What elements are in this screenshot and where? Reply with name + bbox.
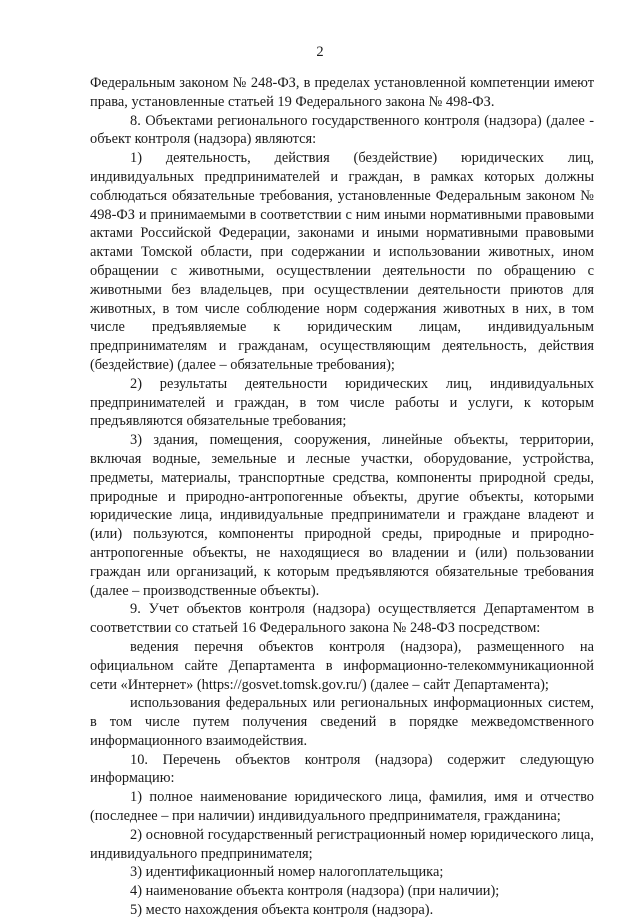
paragraph-item-8-1: 1) деятельность, действия (бездействие) юридических лиц, индивидуальных предпринимателей и граждан, в рамках которых должны соблюдаться обязательные требования, установленные Федеральным законом № 498-ФЗ и принимаемыми в соответствии с ним иными нормативными правовыми актами Российской Федерации, законами и иными нормативными правовыми актами Томской области, при содержании и использовании животных, ином обращении с животными, осуществлении деятельности по обращению с животными без владельцев, при осуществлении деятельности приютов для животных, в том числе соблюдение норм содержания животных в них, в том числе предъявляемые к юридическим лицам, индивидуальным предпринимателям и гражданам, осуществляющим деятельность, действия (бездействие) (далее – обязательные требования); <box>90 150 594 373</box>
paragraph-item-10-2: 2) основной государственный регистрационный номер юридического лица, индивидуального предпринимателя; <box>90 826 594 862</box>
page-number: 2 <box>316 44 324 60</box>
paragraph-item-9-list-maintenance: ведения перечня объектов контроля (надзора), размещенного на официальном сайте Департамента в информационно-телекоммуникационной сети «Интернет» (https://gosvet.tomsk.gov.ru/) (далее – сайт Департамента); <box>90 638 594 693</box>
paragraph-continuation: Федеральным законом № 248-ФЗ, в пределах установленной компетенции имеют права, установленные статьей 19 Федерального закона № 498-ФЗ. <box>90 75 594 110</box>
paragraph-item-8-2: 2) результаты деятельности юридических лиц, индивидуальных предпринимателей и граждан, в том числе работы и услуги, к которым предъявляются обязательные требования; <box>90 375 594 430</box>
paragraph-item-10: 10. Перечень объектов контроля (надзора) содержит следующую информацию: <box>90 751 594 787</box>
paragraph-item-10-4: 4) наименование объекта контроля (надзора) (при наличии); <box>130 883 500 900</box>
paragraph-item-8: 8. Объектами регионального государственного контроля (надзора) (далее - объект контроля (надзора) являются: <box>90 112 594 148</box>
paragraph-item-9: 9. Учет объектов контроля (надзора) осуществляется Департаментом в соответствии со статьей 16 Федерального закона № 248-ФЗ посредством: <box>90 601 594 637</box>
document-body <box>90 74 594 920</box>
paragraph-item-8-3: 3) здания, помещения, сооружения, линейные объекты, территории, включая водные, земельные и лесные участки, оборудование, устройства, предметы, материалы, транспортные средства, компоненты природной среды, природные и природно-антропогенные объекты, другие объекты, которыми юридические лица, индивидуальные предприниматели и граждане владеют и (или) пользуются, компоненты природной среды, природные и природно-антропогенные объекты, не находящиеся во владении и (или) пользовании граждан или организаций, к которым предъявляются обязательные требования (далее – производственные объекты). <box>90 432 594 599</box>
paragraph-item-10-3: 3) идентификационный номер налогоплательщика; <box>130 864 444 881</box>
paragraph-item-10-1: 1) полное наименование юридического лица, фамилия, имя и отчество (последнее – при наличии) индивидуального предпринимателя, гражданина; <box>90 789 594 825</box>
paragraph-item-9-information-systems: использования федеральных или региональных информационных систем, в том числе путем получения сведений в порядке межведомственного информационного взаимодействия. <box>90 695 594 749</box>
paragraph-item-10-5: 5) место нахождения объекта контроля (надзора). <box>130 902 434 919</box>
